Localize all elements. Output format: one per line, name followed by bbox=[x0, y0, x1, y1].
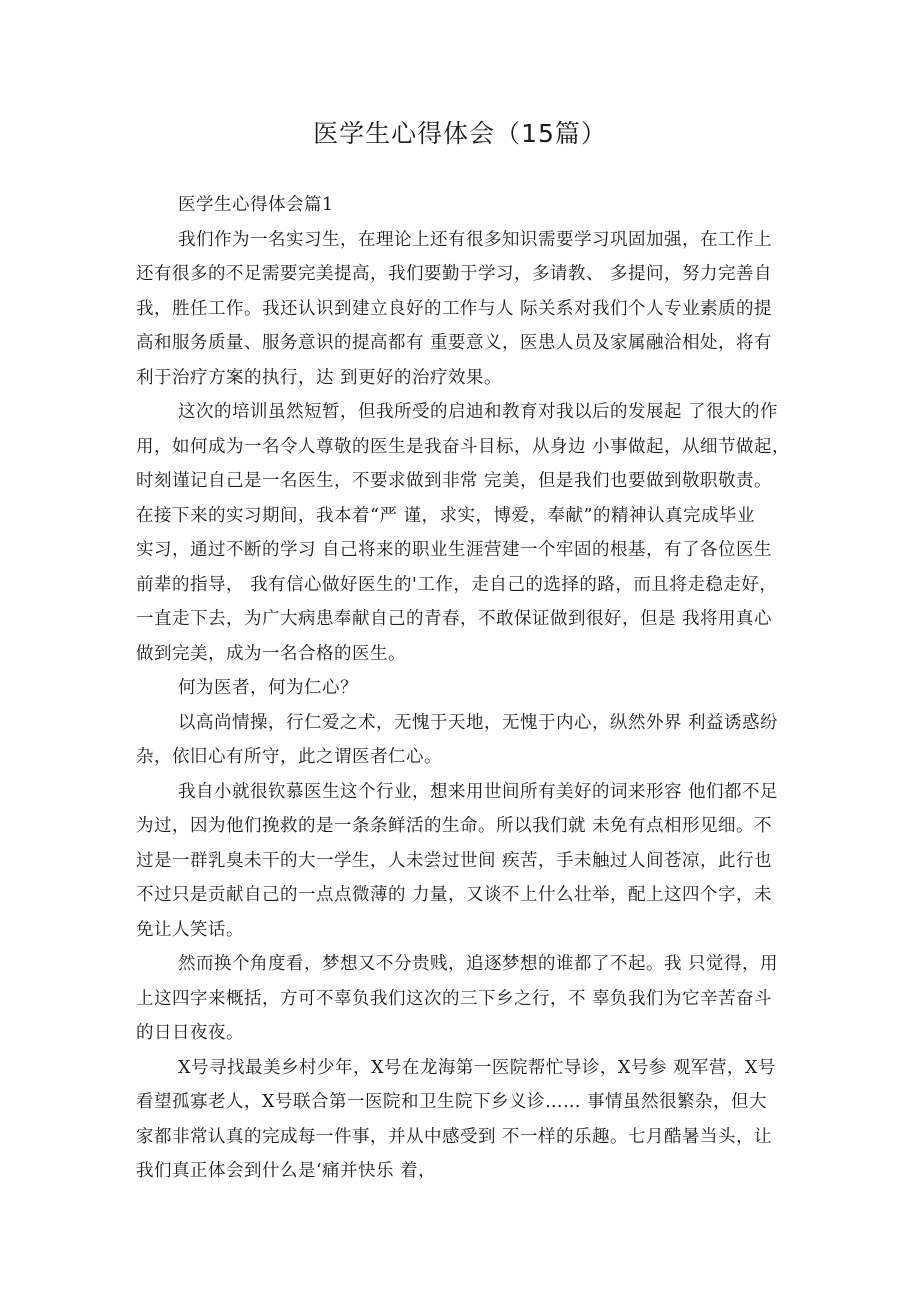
text-line: 我们真正体会到什么是‘痛并快乐 着， bbox=[136, 1161, 437, 1181]
text-line: 杂，依旧心有所守，此之谓医者仁心。 bbox=[136, 747, 442, 767]
text-line: 何为医者，何为仁心？ bbox=[178, 678, 358, 698]
text-line: 看望孤寡老人，X号联合第一医院和卫生院下乡义诊…… 事情虽然很繁杂，但大 bbox=[136, 1092, 768, 1112]
text-line: 不过只是贡献自己的一点点微薄的 力量，又谈不上什么壮举，配上这四个字，未 bbox=[136, 885, 773, 905]
text-line: 然而换个角度看，梦想又不分贵贱，追逐梦想的谁都了不起。我 只觉得，用 bbox=[178, 954, 779, 974]
text-line: 前辈的指导， 我有信心做好医生的'工作，走自己的选择的路，而且将走稳走好， bbox=[136, 574, 778, 595]
text-line: 这次的培训虽然短暂，但我所受的启迪和教育对我以后的发展起 了很大的作 bbox=[178, 402, 779, 422]
text-line: 的日日夜夜。 bbox=[136, 1023, 244, 1043]
text-line: 用，如何成为一名令人尊敬的医生是我奋斗目标，从身边 小事做起，从细节做起， bbox=[136, 436, 791, 457]
text-line: 我们作为一名实习生，在理论上还有很多知识需要学习巩固加强，在工作上 bbox=[178, 229, 772, 250]
text-line: 以高尚情操，行仁爱之术，无愧于天地，无愧于内心，纵然外界 利益诱惑纷 bbox=[178, 712, 779, 733]
text-line: 一直走下去，为广大病患奉献自己的青春，不敢保证做到很好，但是 我将用真心 bbox=[136, 609, 773, 629]
text-line: X号寻找最美乡村少年，X号在龙海第一医院帮忙导诊，X号参 观军营，X号 bbox=[178, 1057, 776, 1078]
text-line: 医学生心得体会篇1 bbox=[178, 195, 334, 215]
text-line: 我自小就很钦慕医生这个行业，想来用世间所有美好的词来形容 他们都不足 bbox=[178, 781, 779, 802]
text-line: 为过，因为他们挽救的是一条条鲜活的生命。所以我们就 未免有点相形见细。不 bbox=[136, 816, 773, 836]
text-line: 家都非常认真的完成每一件事，并从中感受到 不一样的乐趣。七月酷暑当头，让 bbox=[136, 1126, 773, 1147]
text-line: 利于治疗方案的执行，达 到更好的治疗效果。 bbox=[136, 367, 503, 388]
text-line: 高和服务质量、服务意识的提高都有 重要意义，医患人员及家属融洽相处，将有 bbox=[136, 333, 773, 353]
text-line: 实习，通过不断的学习 自己将来的职业生涯营建一个牢固的根基，有了各位医生 bbox=[136, 540, 773, 560]
text-line: 时刻谨记自己是一名医生，不要求做到非常 完美，但是我们也要做到敬职敬责。 bbox=[136, 471, 773, 491]
text-line: 上这四字来概括，方可不辜负我们这次的三下乡之行，不 辜负我们为它辛苦奋斗 bbox=[136, 988, 773, 1009]
document-title: 医学生心得体会（15篇） bbox=[313, 119, 607, 148]
document-body bbox=[136, 188, 792, 1189]
text-line: 还有很多的不足需要完美提高，我们要勤于学习，多请教、 多提问，努力完善自 bbox=[136, 264, 773, 284]
text-line: 免让人笑话。 bbox=[136, 919, 244, 940]
text-line: 我，胜任工作。我还认识到建立良好的工作与人 际关系对我们个人专业素质的提 bbox=[136, 298, 773, 319]
text-line: 在接下来的实习期间，我本着“严 谨，求实，博爱，奉献”的精神认真完成毕业 bbox=[136, 505, 755, 526]
text-line: 做到完美，成为一名合格的医生。 bbox=[136, 643, 406, 664]
text-line: 过是一群乳臭未干的大一学生，人未尝过世间 疾苦，手未触过人间苍凉，此行也 bbox=[136, 850, 773, 871]
